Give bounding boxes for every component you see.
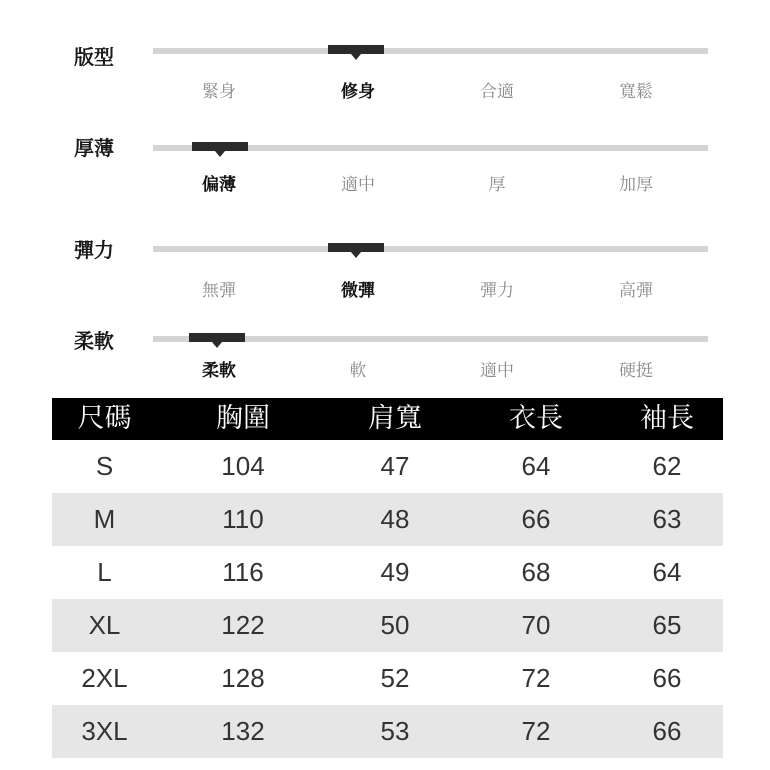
scale-track bbox=[153, 48, 708, 54]
cell-chest: 104 bbox=[221, 451, 265, 481]
cell-size: M bbox=[93, 504, 116, 534]
scale-option: 適中 bbox=[341, 175, 375, 195]
header-shoulder: 肩寬 bbox=[368, 403, 422, 434]
cell-chest: 116 bbox=[222, 557, 264, 587]
cell-shoulder: 47 bbox=[380, 451, 410, 481]
scale-option: 軟 bbox=[349, 361, 367, 381]
cell-chest: 110 bbox=[222, 504, 264, 534]
scale-option: 適中 bbox=[480, 361, 514, 381]
attribute-label: 版型 bbox=[74, 45, 114, 69]
cell-sleeve: 63 bbox=[652, 504, 682, 534]
scale-track bbox=[153, 145, 708, 151]
cell-shoulder: 49 bbox=[380, 557, 410, 587]
table-row bbox=[52, 652, 723, 705]
table-row bbox=[52, 705, 723, 758]
scale-option: 無彈 bbox=[202, 281, 236, 301]
header-sleeve: 袖長 bbox=[640, 403, 694, 434]
cell-length: 66 bbox=[521, 504, 551, 534]
cell-sleeve: 66 bbox=[652, 663, 682, 693]
header-length: 衣長 bbox=[509, 403, 563, 434]
scale-option: 修身 bbox=[341, 82, 375, 102]
scale-marker bbox=[192, 142, 248, 151]
cell-size: 2XL bbox=[81, 663, 128, 693]
cell-sleeve: 64 bbox=[652, 557, 682, 587]
cell-sleeve: 66 bbox=[652, 716, 682, 746]
cell-size: XL bbox=[88, 610, 121, 640]
scale-option: 柔軟 bbox=[202, 361, 236, 381]
cell-shoulder: 50 bbox=[380, 610, 410, 640]
table-row bbox=[52, 493, 723, 546]
cell-size: L bbox=[97, 557, 112, 587]
scale-marker bbox=[189, 333, 245, 342]
cell-length: 70 bbox=[521, 610, 551, 640]
header-chest: 胸圍 bbox=[216, 403, 270, 434]
attribute-label: 柔軟 bbox=[74, 329, 114, 353]
cell-length: 72 bbox=[521, 716, 551, 746]
scale-option: 偏薄 bbox=[202, 175, 236, 195]
cell-size: 3XL bbox=[81, 716, 128, 746]
scale-option: 硬挺 bbox=[619, 361, 653, 381]
scale-marker bbox=[328, 243, 384, 252]
cell-length: 72 bbox=[521, 663, 551, 693]
scale-track bbox=[153, 336, 708, 342]
table-row bbox=[52, 440, 723, 493]
cell-chest: 122 bbox=[221, 610, 265, 640]
attribute-label: 彈力 bbox=[74, 238, 114, 262]
cell-shoulder: 53 bbox=[380, 716, 410, 746]
cell-chest: 132 bbox=[221, 716, 265, 746]
scale-track bbox=[153, 246, 708, 252]
table-row bbox=[52, 546, 723, 599]
cell-shoulder: 48 bbox=[380, 504, 410, 534]
cell-chest: 128 bbox=[221, 663, 265, 693]
cell-sleeve: 65 bbox=[652, 610, 682, 640]
scale-option: 高彈 bbox=[619, 281, 653, 301]
scale-option: 厚 bbox=[488, 175, 506, 195]
scale-option: 彈力 bbox=[480, 281, 514, 301]
scale-option: 合適 bbox=[480, 82, 514, 102]
attribute-label: 厚薄 bbox=[74, 136, 114, 160]
table-row bbox=[52, 599, 723, 652]
cell-size: S bbox=[95, 451, 114, 481]
header-size: 尺碼 bbox=[77, 403, 132, 434]
scale-option: 加厚 bbox=[619, 175, 653, 195]
scale-option: 緊身 bbox=[202, 82, 236, 102]
cell-length: 64 bbox=[521, 451, 551, 481]
scale-option: 微彈 bbox=[341, 281, 375, 301]
cell-length: 68 bbox=[521, 557, 551, 587]
cell-sleeve: 62 bbox=[652, 451, 682, 481]
cell-shoulder: 52 bbox=[380, 663, 410, 693]
size-table bbox=[52, 398, 723, 758]
scale-option: 寬鬆 bbox=[619, 82, 653, 102]
scale-marker bbox=[328, 45, 384, 54]
table-header bbox=[52, 398, 723, 440]
